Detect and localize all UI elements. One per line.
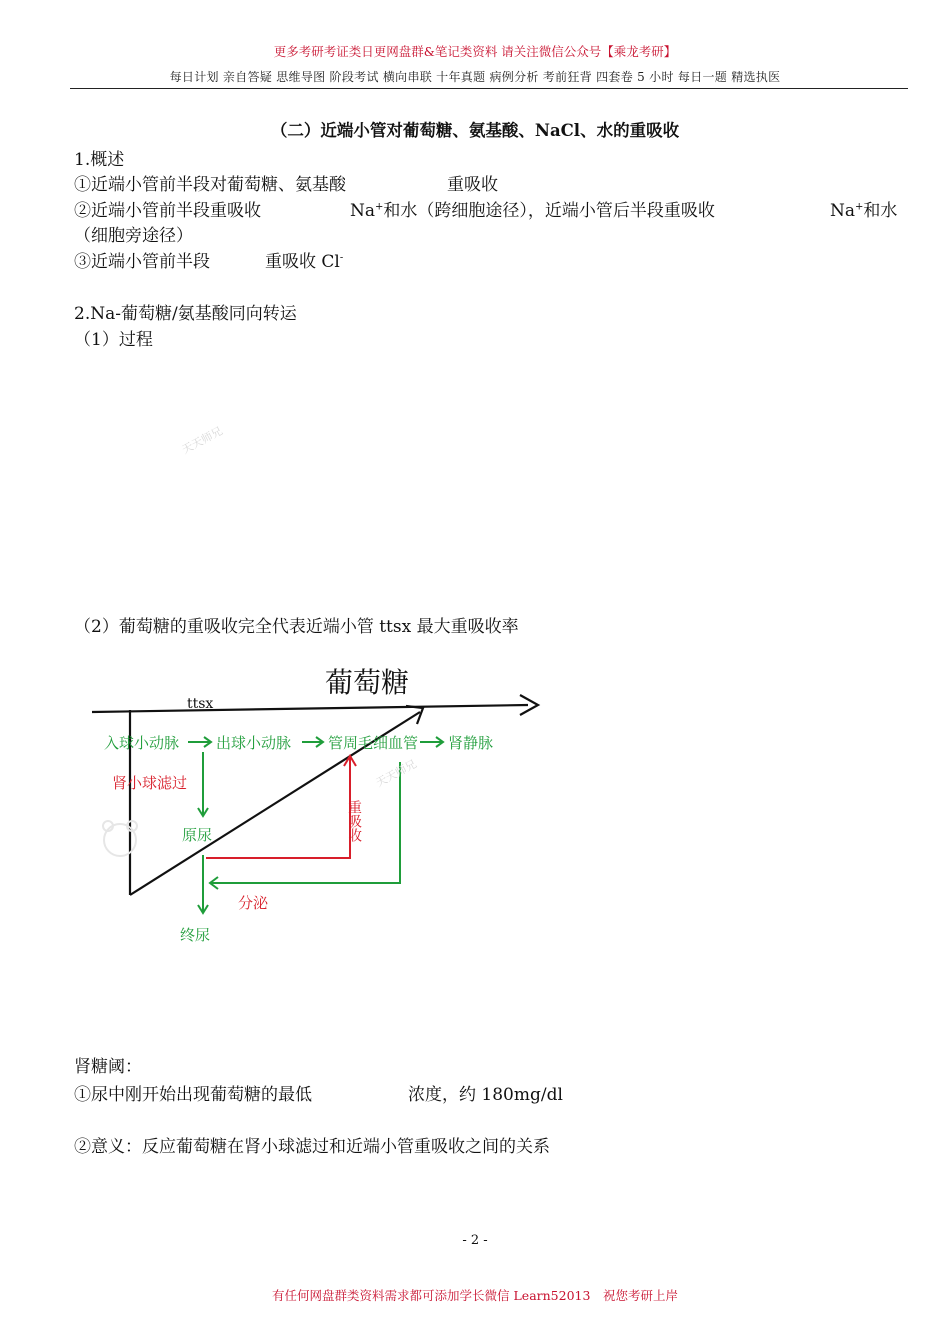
watermark: 天天师兄 (179, 424, 225, 457)
glucose-reabsorption-diagram (70, 650, 570, 970)
section-title: （二）近端小管对葡萄糖、氨基酸、NaCl、水的重吸收 (270, 121, 680, 140)
glucose-label: 葡萄糖 (325, 666, 410, 699)
secretion-arrow (210, 762, 400, 883)
reabsorption-label: 重吸收 (346, 800, 362, 842)
footer-promo: 有任何网盘群类资料需求都可添加学长微信 Learn52013 祝您考研上岸 (272, 1288, 678, 1303)
cotransport-heading: 2.Na-葡萄糖/氨基酸同向转运 (74, 304, 297, 324)
overview-item2-mid (350, 196, 715, 221)
threshold-item1-text: ①尿中刚开始出现葡萄糖的最低 (74, 1085, 312, 1105)
peritubular-capillary-label: 管周毛细血管 (328, 734, 419, 752)
top-axis-line (92, 705, 528, 712)
efferent-arteriole-label: 出球小动脉 (216, 734, 292, 752)
final-urine-label: 终尿 (180, 926, 211, 944)
reabsorption-line (206, 758, 350, 858)
overview-item2-continued: （细胞旁途径） (74, 226, 193, 246)
overview-item1-end: 重吸收 (447, 175, 498, 195)
overview-heading: 1.概述 (74, 150, 125, 170)
overview-item2-text: ②近端小管前半段重吸收 (74, 201, 261, 221)
overview-item2-middle-text: 和水（跨细胞途径），近端小管后半段重吸收 (383, 201, 715, 221)
filtration-label: 肾小球滤过 (112, 774, 188, 792)
overview-item3-text: ③近端小管前半段 (74, 252, 210, 272)
overview-item2-end-text: 和水 (863, 201, 898, 221)
header-divider (70, 88, 908, 89)
threshold-heading: 肾糖阈： (74, 1057, 142, 1077)
minus-superscript: - (339, 252, 344, 264)
overview-item1-text: ①近端小管前半段对葡萄糖、氨基酸 (74, 175, 346, 195)
header-promo: 更多考研考证类日更网盘群&笔记类资料 请关注微信公众号【乘龙考研】 (273, 44, 677, 59)
threshold-item1-end: 浓度，约 180mg/dl (408, 1085, 563, 1105)
overview-item2-end (830, 196, 897, 221)
cotransport-sub1: （1）过程 (74, 330, 153, 350)
panda-watermark-icon (103, 821, 137, 856)
ttsx-label: ttsx (187, 696, 214, 712)
header-nav: 每日计划 亲自答疑 思维导图 阶段考试 横向串联 十年真题 病例分析 考前狂背 四套卷 5 小时 每日一题 精选执医 (169, 70, 781, 84)
afferent-arteriole-label: 入球小动脉 (104, 734, 180, 752)
threshold-item2: ②意义：反应葡萄糖在肾小球滤过和近端小管重吸收之间的关系 (74, 1137, 550, 1157)
reabsorption-path (206, 756, 356, 858)
primary-urine-label: 原尿 (182, 826, 213, 844)
plus-superscript: + (855, 201, 864, 213)
overview-item3-end-text: 重吸收 Cl (265, 252, 340, 272)
secretion-label: 分泌 (238, 894, 269, 912)
na-symbol: Na (350, 201, 376, 221)
plus-superscript: + (375, 201, 384, 213)
renal-vein-label: 肾静脉 (448, 734, 494, 752)
overview-item3-end (265, 247, 343, 272)
na-symbol: Na (830, 201, 856, 221)
watermark: 天天师兄 (373, 757, 419, 790)
cotransport-sub2: （2）葡萄糖的重吸收完全代表近端小管 ttsx 最大重吸收率 (74, 617, 519, 637)
page-number: - 2 - (462, 1233, 488, 1248)
